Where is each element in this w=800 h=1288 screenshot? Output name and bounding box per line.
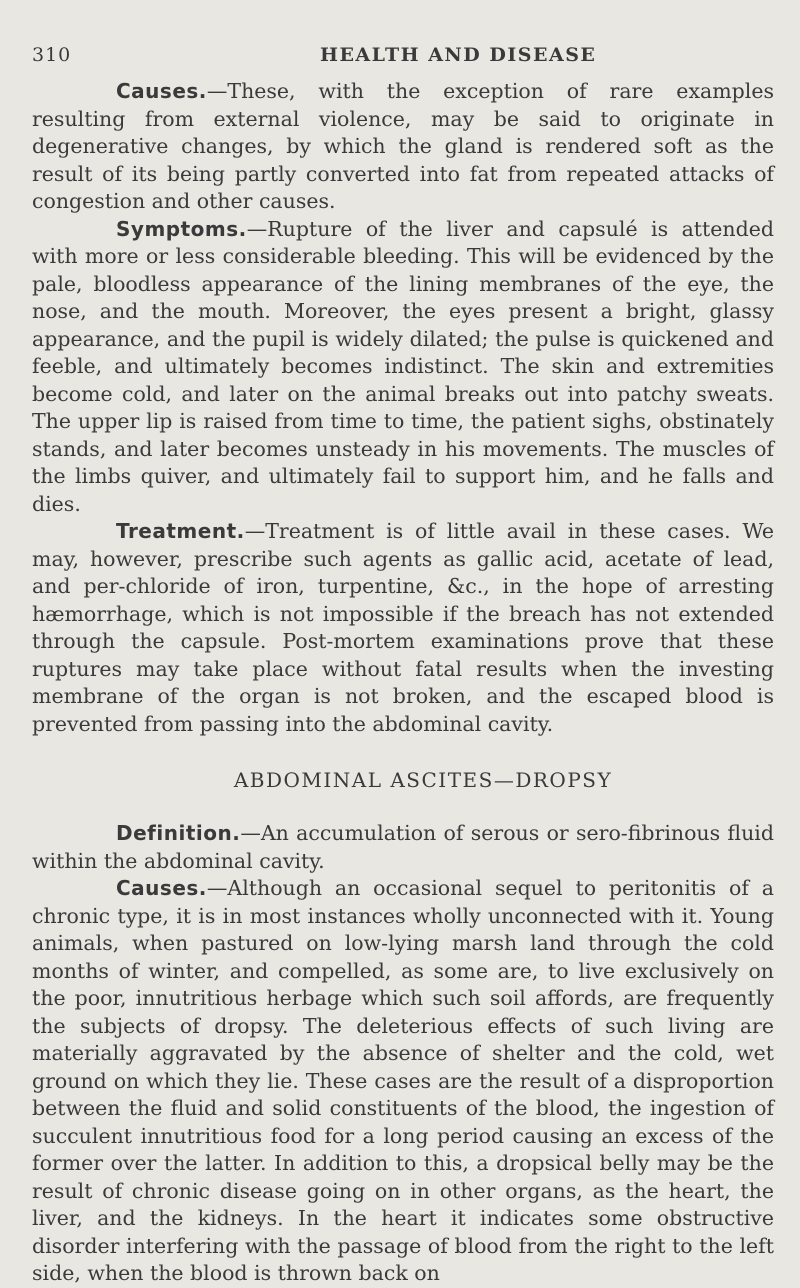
treatment-text: —Treatment is of little avail in these cases. We may, however, prescribe such agents as gallic acid, acetate of lead, and per-chloride of iron, turpentine, &c., in the hope of arresting hæmorrhage, which is not impossible if the breach has not extended through the capsule. Post-mortem examinations prove that these ruptures may take place without fatal results when the investing membrane of the organ is not broken, and the escaped blood is prevented from passing into the abdominal cavity. (32, 519, 774, 736)
symptoms-text: —Rupture of the liver and capsulé is attended with more or less considerable bleeding. This will be evidenced by the pale, bloodless appearance of the lining membranes of the eye, the nose, and the mouth. Moreover, the eyes present a bright, glassy appearance, and the pupil is widely dilated; the pulse is quickened and feeble, and ultimately becomes indistinct. The skin and extremities become cold, and later on the animal breaks out into patchy sweats. The upper lip is raised from time to time, the patient sighs, obstinately stands, and later becomes unsteady in his movements. The muscles of the limbs quiver, and ultimately fail to support him, and he falls and dies. (32, 216, 774, 516)
page-number: 310 (32, 44, 72, 66)
running-title: HEALTH AND DISEASE (320, 44, 597, 66)
causes-lead: Causes. (116, 79, 207, 103)
symptoms-lead: Symptoms. (116, 216, 247, 241)
running-head (32, 44, 774, 78)
causes-text: —These, with the exception of rare examples resulting from external violence, may be said to originate in degenerative changes, by which the gland is rendered soft as the result of its being partly converted into fat from repeated attacks of congestion and other causes. (32, 79, 774, 213)
rupture-of-liver-section (32, 78, 774, 738)
ascites-causes-lead: Causes. (116, 876, 207, 900)
ascites-section (32, 820, 774, 1288)
causes-paragraph (32, 78, 774, 216)
treatment-paragraph (32, 518, 774, 738)
ascites-causes-text: —Although an occasional sequel to peritonitis of a chronic type, it is in most instances wholly unconnected with it. Young animals, when pastured on low-lying marsh land through the cold months of winter, and compelled, as some are, to live exclusively on the poor, innutritious herbage which such soil affords, are frequently the subjects of dropsy. The deleterious effects of such living are materially aggravated by the absence of shelter and the cold, wet ground on which they lie. These cases are the result of a disproportion between the fluid and solid constituents of the blood, the ingestion of succulent innutritious food for a long period causing an excess of the former over the latter. In addition to this, a dropsical belly may be the result of chronic disease going on in other organs, as the heart, the liver, and the kidneys. In the heart it indicates some obstructive disorder interfering with the passage of blood from the right to the left side, when the blood is thrown back on (32, 876, 774, 1285)
ascites-causes-paragraph (32, 875, 774, 1288)
definition-lead: Definition. (116, 821, 241, 845)
definition-paragraph (32, 820, 774, 875)
section-heading-ascites: ABDOMINAL ASCITES—DROPSY (233, 768, 613, 792)
symptoms-paragraph (32, 216, 774, 519)
definition-text: —An accumulation of serous or sero-fibrinous fluid within the abdominal cavity. (32, 821, 774, 873)
treatment-lead: Treatment. (116, 519, 245, 543)
